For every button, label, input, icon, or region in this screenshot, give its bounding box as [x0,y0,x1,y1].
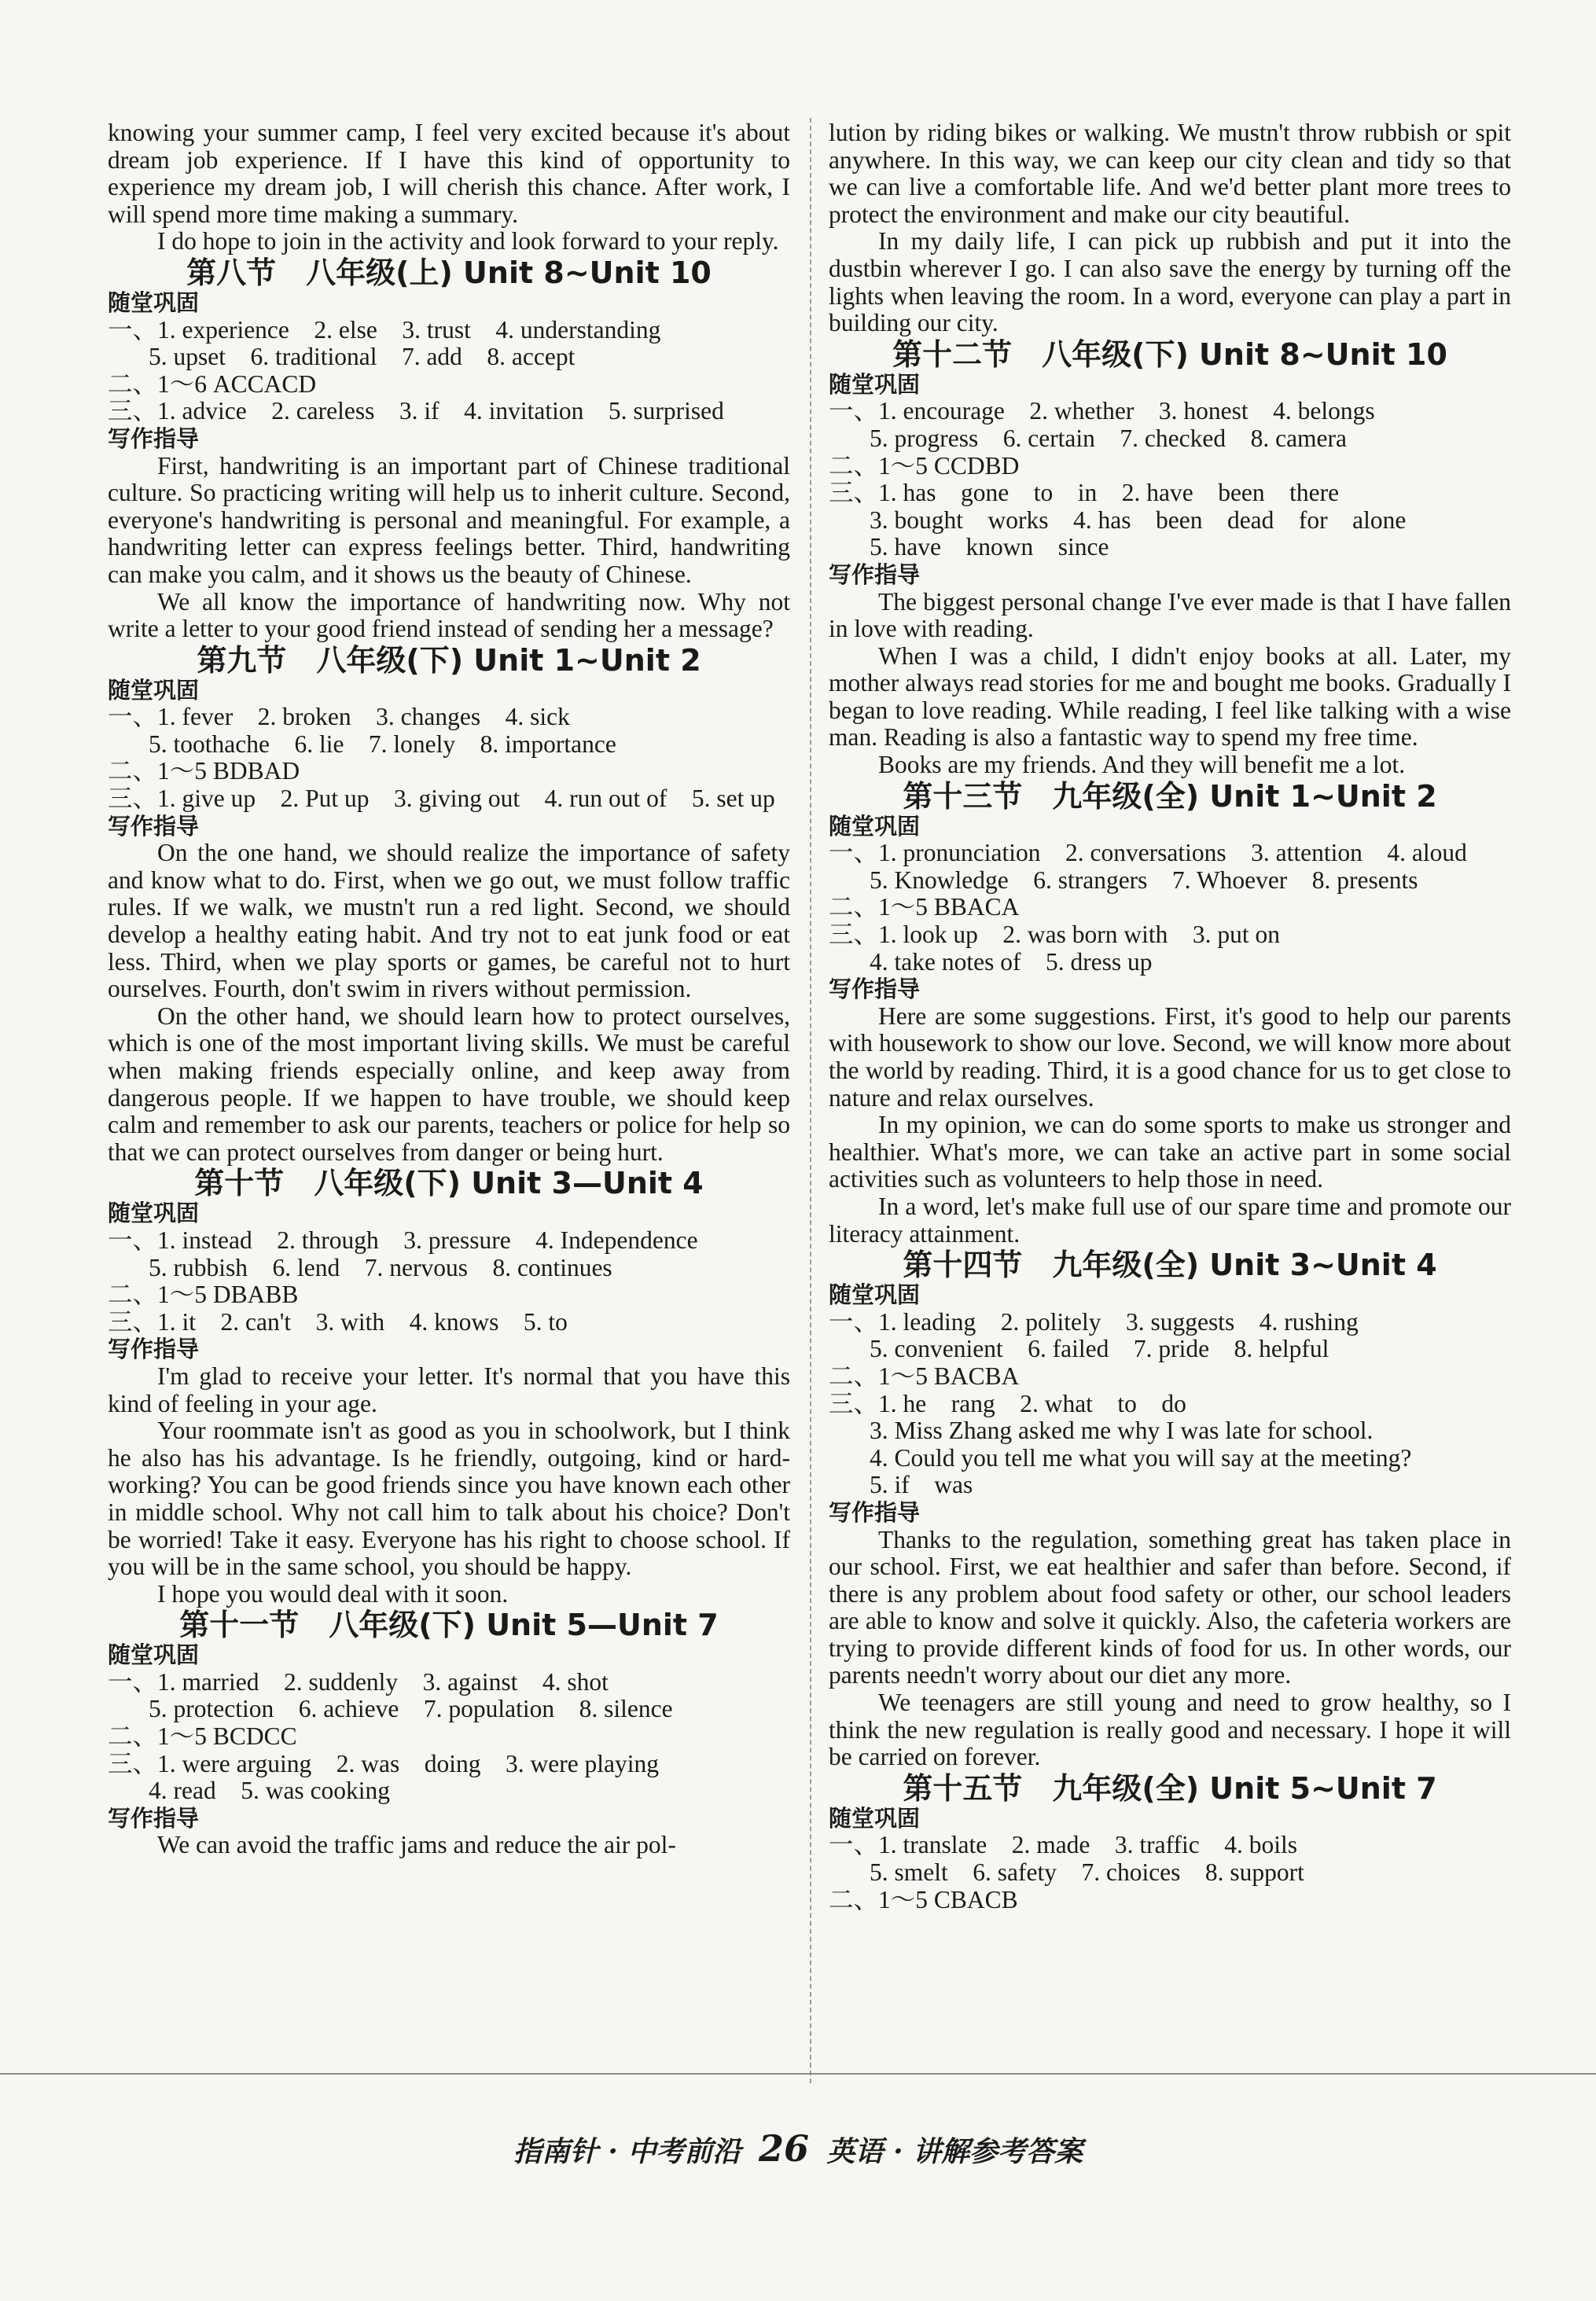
paragraph: We teenagers are still young and need to grow healthy, so I think the new regulation is really good and necessary. I hope it will be carried on forever. [829,1689,1511,1771]
footer-subject: 英语 · 讲解参考答案 [826,2135,1083,2168]
answer-line: 5. rubbish 6. lend 7. nervous 8. continues [149,1253,612,1281]
section-title: 第十五节 九年级(全) Unit 5~Unit 7 [903,1770,1437,1806]
answer-line: 二、1～5 BACBA [829,1362,1020,1390]
exercise-label: 随堂巩固 [829,1281,921,1309]
answer-line: 三、1. has gone to in 2. have been there [829,479,1340,507]
paragraph: We can avoid the traffic jams and reduce the air pol- [157,1831,676,1859]
section-title: 第十三节 九年级(全) Unit 1~Unit 2 [903,778,1437,814]
section-title: 第十二节 八年级(下) Unit 8~Unit 10 [892,336,1447,372]
section-title: 第十节 八年级(下) Unit 3—Unit 4 [194,1166,704,1201]
exercise-label: 随堂巩固 [829,1804,921,1832]
writing-label: 写作指导 [829,1498,921,1526]
section-title: 第十一节 八年级(下) Unit 5—Unit 7 [179,1608,719,1643]
page-number: 26 [758,2127,809,2170]
answer-line: 三、1. it 2. can't 3. with 4. knows 5. to [108,1307,568,1336]
answer-line: 一、1. pronunciation 2. conversations 3. attention 4. aloud [829,839,1467,867]
answer-line: 5. protection 6. achieve 7. population 8. silence [149,1695,673,1723]
answer-line: 三、1. he rang 2. what to do [829,1389,1186,1417]
column-divider [810,118,811,2083]
exercise-label: 随堂巩固 [108,676,200,704]
answer-line: 三、1. were arguing 2. was doing 3. were playing [108,1749,660,1777]
writing-label: 写作指导 [108,1336,200,1363]
footer-book-title: 指南针 · 中考前沿 [513,2135,741,2168]
answer-line: 4. read 5. was cooking [149,1777,391,1805]
section-title: 第十四节 九年级(全) Unit 3~Unit 4 [903,1248,1437,1283]
answer-line: 5. have known since [870,533,1109,561]
answer-line: 二、1～6 ACCACD [108,369,317,398]
answer-line: 5. if was [870,1471,973,1499]
answer-line: 5. convenient 6. failed 7. pride 8. helpful [870,1335,1329,1363]
writing-label: 写作指导 [829,976,921,1003]
paragraph: Books are my friends. And they will benefit me a lot. [878,751,1406,779]
answer-line: 一、1. fever 2. broken 3. changes 4. sick [108,703,570,731]
answer-line: 二、1～5 DBABB [108,1281,299,1309]
paragraph: In my opinion, we can do some sports to make us stronger and healthier. What's more, we can take an active part in some social activities such as volunteers to help those in need. [829,1111,1511,1193]
answer-line: 5. Knowledge 6. strangers 7. Whoever 8. presents [870,866,1418,894]
answer-line: 一、1. translate 2. made 3. traffic 4. boils [829,1831,1298,1859]
answer-line: 5. toothache 6. lie 7. lonely 8. importance [149,730,616,758]
section-title: 第九节 八年级(下) Unit 1~Unit 2 [197,642,701,678]
section-title: 第八节 八年级(上) Unit 8~Unit 10 [186,255,712,290]
left-column [108,119,790,1859]
paragraph: In a word, let's make full use of our spare time and promote our literacy attainment. [829,1192,1511,1248]
exercise-label: 随堂巩固 [108,1641,200,1669]
answer-line: 一、1. experience 2. else 3. trust 4. understanding [108,315,661,344]
exercise-label: 随堂巩固 [829,370,921,398]
paragraph: Your roommate isn't as good as you in schoolwork, but I think he also has his advantage. Is he friendly, outgoing, kind or hard-working? You can be good friends since you have known each other in middle school. Why not call him to talk about his choice? Don't be worried! Take it easy. Everyone has his right to choose school. If you will be in the same school, you should be happy. [108,1417,790,1581]
paragraph: I do hope to join in the activity and look forward to your reply. [157,227,779,255]
paragraph: First, handwriting is an important part of Chinese traditional culture. So practicing writing will help us to inherit culture. Second, everyone's handwriting is personal and meaningful. For example, a handwriting letter can express feelings better. Third, handwriting can make you calm, and it shows us the beauty of Chinese. [108,451,790,588]
exercise-label: 随堂巩固 [829,812,921,840]
answer-line: 二、1～5 BBACA [829,893,1020,921]
answer-line: 5. smelt 6. safety 7. choices 8. support [870,1858,1304,1887]
paragraph: I hope you would deal with it soon. [157,1579,509,1608]
paragraph: Here are some suggestions. First, it's good to help our parents with housework to show our love. Second, we will know more about the world by reading. Third, it is a good chance for us to get close to nature and relax ourselves. [829,1002,1511,1112]
answer-line: 二、1～5 CBACB [829,1885,1018,1913]
answer-line: 5. upset 6. traditional 7. add 8. accept [149,343,576,371]
answer-line: 一、1. instead 2. through 3. pressure 4. Independence [108,1226,698,1254]
answer-line: 三、1. advice 2. careless 3. if 4. invitation 5. surprised [108,397,724,425]
answer-line: 4. take notes of 5. dress up [870,947,1153,976]
paragraph: Thanks to the regulation, something great has taken place in our school. First, we eat healthier and safer than before. Second, if there is any problem about food safety or other, our school leaders are able to know and solve it quickly. Also, the cafeteria workers are trying to provide different kinds of food for us. In other words, our parents needn't worry about our diet any more. [829,1525,1511,1689]
footer-rule [0,2073,1596,2075]
answer-line: 一、1. encourage 2. whether 3. honest 4. belongs [829,397,1375,425]
answer-line: 三、1. look up 2. was born with 3. put on [829,921,1280,949]
answer-line: 5. progress 6. certain 7. checked 8. camera [870,424,1348,452]
answer-line: 3. Miss Zhang asked me why I was late for school. [870,1417,1374,1445]
answer-line: 一、1. married 2. suddenly 3. against 4. shot [108,1667,609,1696]
paragraph: We all know the importance of handwriting now. Why not write a letter to your good friend instead of sending her a message? [108,587,790,643]
answer-line: 一、1. leading 2. politely 3. suggests 4. rushing [829,1307,1359,1336]
right-column [829,119,1511,1913]
paragraph: On the other hand, we should learn how to protect ourselves, which is one of the most important living skills. We must be careful when making friends especially online, and keep away from dangerous people. If we happen to have trouble, we should keep calm and remember to ask our parents, teachers or police for help so that we can protect ourselves from danger or being hurt. [108,1002,790,1166]
writing-label: 写作指导 [108,1804,200,1832]
page-footer [0,2127,1596,2170]
paragraph: When I was a child, I didn't enjoy books at all. Later, my mother always read stories for me and bought me books. Gradually I began to love reading. While reading, I feel like talking with a wise man. Reading is also a fantastic way to spend my free time. [829,641,1511,752]
answer-line: 4. Could you tell me what you will say at the meeting? [870,1443,1412,1472]
writing-label: 写作指导 [108,812,200,840]
answer-line: 3. bought works 4. has been dead for alone [870,505,1407,534]
exercise-label: 随堂巩固 [108,289,200,316]
answer-line: 二、1～5 BDBAD [108,757,300,785]
paragraph: The biggest personal change I've ever made is that I have fallen in love with reading. [829,587,1511,643]
paragraph: I'm glad to receive your letter. It's normal that you have this kind of feeling in your age. [108,1362,790,1417]
paragraph: lution by riding bikes or walking. We mustn't throw rubbish or spit anywhere. In this way, we can keep our city clean and tidy so that we can live a comfortable life. And we'd better plant more trees to protect the environment and make our city beautiful. [829,119,1511,228]
answer-line: 二、1～5 BCDCC [108,1722,297,1751]
paragraph: On the one hand, we should realize the importance of safety and know what to do. First, when we go out, we must follow traffic rules. If we walk, we mustn't run a red light. Second, we should develop a healthy eating habit. And try not to eat junk food or eat less. Third, when we play sports or games, be careful not to hurt ourselves. Fourth, don't swim in rivers without permission. [108,839,790,1003]
answer-line: 二、1～5 CCDBD [829,451,1020,480]
exercise-label: 随堂巩固 [108,1200,200,1227]
writing-label: 写作指导 [108,425,200,452]
writing-label: 写作指导 [829,561,921,588]
answer-line: 三、1. give up 2. Put up 3. giving out 4. run out of 5. set up [108,785,775,813]
paragraph: In my daily life, I can pick up rubbish and put it into the dustbin wherever I go. I can also save the energy by turning off the lights when leaving the room. In a word, everyone can play a part in building our city. [829,227,1511,337]
paragraph: knowing your summer camp, I feel very excited because it's about dream job experience. If I have this kind of opportunity to experience my dream job, I will cherish this chance. After work, I will spend more time making a summary. [108,119,790,228]
